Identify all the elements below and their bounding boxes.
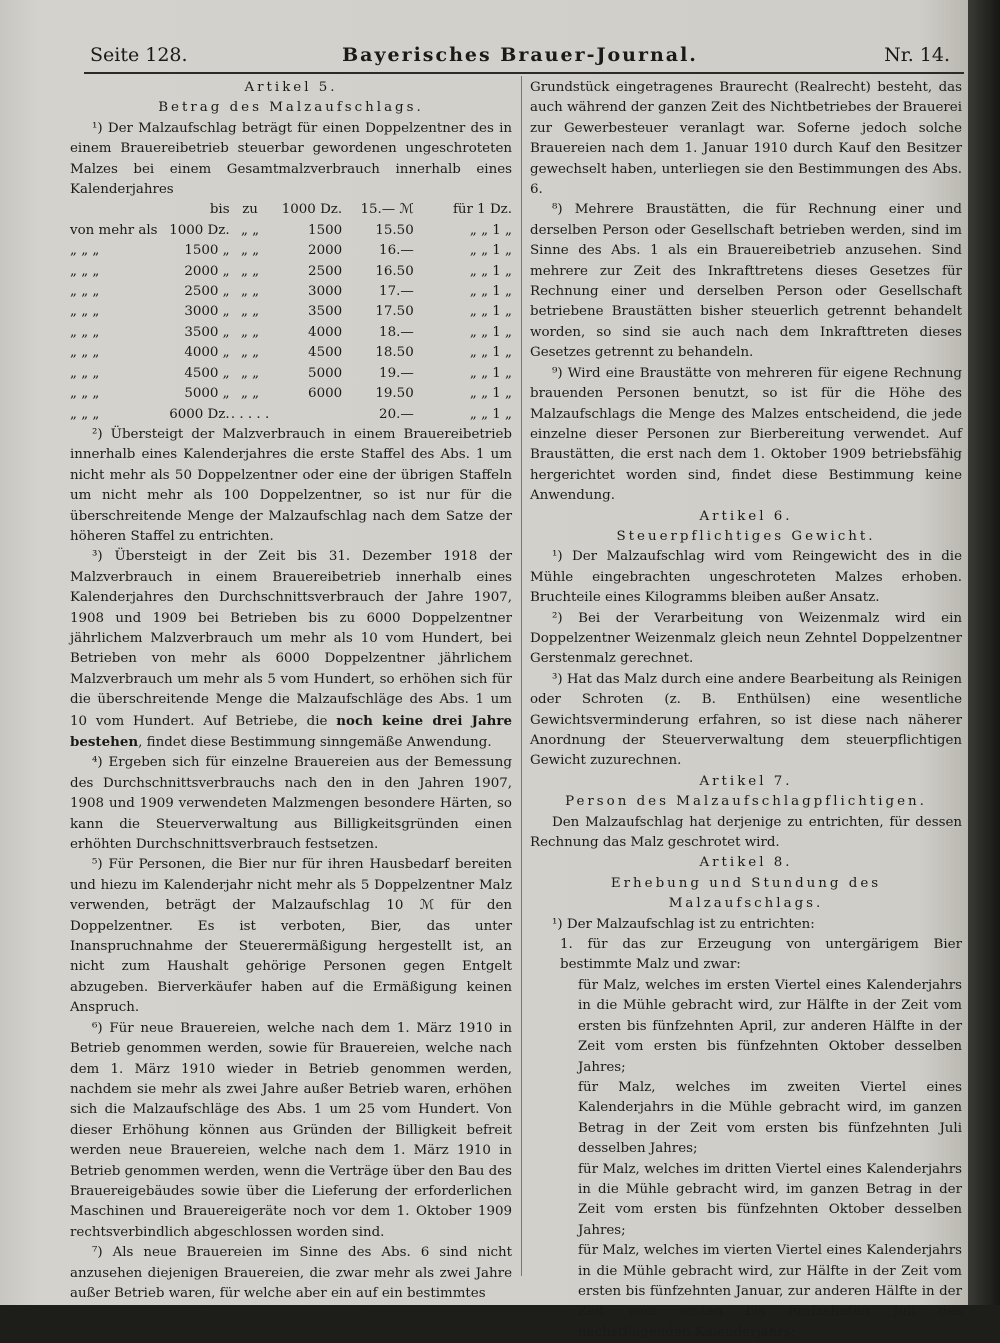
- table-cell: 2500: [308, 263, 343, 279]
- table-cell: 15.50: [375, 222, 414, 238]
- table-cell: „ „: [240, 284, 260, 300]
- table-cell: 4500: [308, 345, 343, 361]
- column-divider: [521, 76, 522, 1276]
- rate-table: [70, 200, 512, 424]
- table-cell: [271, 405, 343, 425]
- page-edge-shadow: [968, 0, 1000, 1305]
- paragraph: ⁹) Wird eine Braustätte von mehreren für eigene Rechnung brauenden Personen benutzt, so ist für die Höhe des Malzaufschlags die Menge des Malzes entscheidend, die jede einzelne dieser Personen zur Bierbereitung verwendet. Auf Braustätten, die erst nach dem 1. Oktober 1909 betriebsfähig hergerichtet worden sind, findet diese Bestimmung keine Anwendung.: [530, 365, 962, 504]
- paragraph: ²) Übersteigt der Malzverbrauch in einem Brauereibetrieb innerhalb eines Kalenderjahres die erste Staffel des Abs. 1 um nicht mehr als 50 Doppelzentner oder eine der übrigen Staffeln um nicht mehr als 100 Doppelzentner, so ist nur für die überschreitende Menge der Malzaufschlag nach dem Satze der höheren Staffel zu entrichten.: [70, 426, 512, 544]
- list-item: 1. für das zur Erzeugung von untergärigem Bier bestimmte Malz und zwar:: [560, 937, 962, 973]
- article-6-heading: Artikel 6.: [699, 508, 793, 524]
- table-cell: 19.50: [375, 386, 414, 402]
- table-cell: 4000 „: [184, 345, 230, 361]
- table-cell: „ „ 1 „: [469, 304, 512, 320]
- table-row: [70, 241, 512, 261]
- article-7-title: Person des Malzaufschlagpflichtigen.: [565, 794, 927, 810]
- table-cell: „ „: [240, 386, 260, 402]
- table-cell: „ „ 1 „: [469, 263, 512, 279]
- table-cell: „ „ 1 „: [469, 386, 512, 402]
- paragraph: ⁷) Als neue Brauereien im Sinne des Abs. 6 sind nicht anzusehen diejenigen Brauereien, die zwar mehr als zwei Jahre außer Betrieb waren, für welche aber ein auf ein bestimmtes: [70, 1245, 512, 1301]
- table-row: [70, 384, 512, 404]
- table-cell: „ „ „: [70, 365, 100, 381]
- table-cell: [70, 200, 164, 220]
- table-cell: 18.50: [375, 345, 414, 361]
- table-cell: 2500 „: [184, 284, 230, 300]
- table-cell: „ „ „: [70, 243, 100, 259]
- table-cell: „ „: [240, 243, 260, 259]
- paragraph: ²) Bei der Verarbeitung von Weizenmalz wird ein Doppelzentner Weizenmalz gleich neun Zehntel Doppelzentner Gerstenmalz gerechnet.: [530, 610, 962, 667]
- table-cell: 5000: [308, 365, 343, 381]
- article-8-title: Erhebung und Stundung des Malzaufschlags.: [610, 875, 882, 912]
- table-cell: 16.—: [379, 243, 414, 259]
- table-cell: für 1 Dz.: [452, 202, 512, 218]
- paragraph: ¹) Der Malzaufschlag beträgt für einen Doppelzentner des in einem Brauereibetrieb steuerbar gewordenen ungeschroteten Malzes bei einem Gesamtmalzverbrauch innerhalb eines Kalenderjahres: [70, 120, 512, 198]
- table-row: [70, 323, 512, 343]
- article-7-heading: Artikel 7.: [699, 773, 793, 789]
- table-cell: von mehr als: [70, 222, 158, 238]
- table-cell: „ „: [240, 263, 260, 279]
- paragraph: ⁸) Mehrere Braustätten, die für Rechnung einer und derselben Person oder Gesellschaft betrieben werden, sind im Sinne des Abs. 1 als ein Brauereibetrieb anzusehen. Sind mehrere zur Zeit des Inkrafttretens dieses Gesetzes für Rechnung einer und derselben Person oder Gesellschaft betriebene Braustätten bisher steuerlich getrennt behandelt worden, so sind sie auch nach dem Inkrafttreten dieses Gesetzes getrennt zu behandeln.: [530, 202, 962, 361]
- table-cell: „ „ „: [70, 345, 100, 361]
- header-rule: [84, 72, 964, 74]
- left-column: [70, 78, 512, 1304]
- table-cell: 4000: [308, 324, 343, 340]
- article-8-heading: Artikel 8.: [699, 855, 793, 871]
- table-cell: 6000 Dz.: [169, 406, 230, 422]
- table-cell: „ „: [240, 345, 260, 361]
- table-cell: „ „ 1 „: [469, 222, 512, 238]
- table-row: [70, 200, 512, 220]
- table-cell: 19.—: [379, 365, 414, 381]
- emphasis: noch keine drei Jahre bestehen: [70, 712, 512, 750]
- paragraph: ³) Hat das Malz durch eine andere Bearbeitung als Reinigen oder Schroten (z. B. Enthülsen) eine wesentliche Gewichtsverminderung erfahren, so ist diese nach näherer Anordnung der Steuerverwaltung dem steuerpflichtigen Gewicht zuzurechnen.: [530, 671, 962, 769]
- table-cell: 6000: [308, 386, 343, 402]
- article-5-title: Betrag des Malzaufschlags.: [158, 100, 424, 116]
- table-cell: „ „: [240, 222, 260, 238]
- table-cell: . . . . .: [230, 406, 270, 422]
- sub-item: für Malz, welches im zweiten Viertel eines Kalenderjahrs in die Mühle gebracht wird, im ganzen Betrag in der Zeit vom ersten bis fünfzehnten Juli desselben Jahres;: [578, 1079, 962, 1157]
- table-cell: 1500: [308, 222, 343, 238]
- page-number: Seite 128.: [90, 44, 188, 66]
- table-cell: „ „: [240, 304, 260, 320]
- table-cell: 3000 „: [184, 304, 230, 320]
- table-row: [70, 262, 512, 282]
- table-cell: „ „ 1 „: [469, 284, 512, 300]
- table-cell: „ „ „: [70, 284, 100, 300]
- table-cell: 3500 „: [184, 324, 230, 340]
- table-cell: „ „ 1 „: [469, 406, 512, 422]
- sub-item: für Malz, welches im ersten Viertel eines Kalenderjahrs in die Mühle gebracht wird, zur Hälfte in der Zeit vom ersten bis fünfzehnten April, zur anderen Hälfte in der Zeit vom ersten bis fünfzehnten Oktober desselben Jahres;: [578, 977, 962, 1075]
- issue-number: Nr. 14.: [884, 44, 950, 66]
- table-cell: 4500 „: [184, 365, 230, 381]
- table-cell: „ „ 1 „: [469, 243, 512, 259]
- right-column: [530, 78, 962, 1343]
- table-row: [70, 302, 512, 322]
- sub-item: für Malz, welches im vierten Viertel eines Kalenderjahrs in die Mühle gebracht wird, zur Hälfte in der Zeit vom ersten bis fünfzehnten Januar, zur anderen Hälfte in der Zeit vom ersten bis fünfzehnten Juli des nächstfolgenden Kalenderjahrs;: [578, 1243, 962, 1340]
- table-cell: „ „ „: [70, 406, 100, 422]
- paragraph: ¹) Der Malzaufschlag wird vom Reingewicht des in die Mühle eingebrachten ungeschroteten Malzes erhoben. Bruchteile eines Kilogramms bleiben außer Ansatz.: [530, 549, 962, 606]
- table-cell: zu: [242, 202, 258, 218]
- table-cell: bis: [209, 202, 230, 218]
- table-cell: 2000: [308, 243, 343, 259]
- table-cell: 3000: [308, 284, 343, 300]
- table-cell: 16.50: [375, 263, 414, 279]
- sub-item: für Malz, welches im dritten Viertel eines Kalenderjahrs in die Mühle gebracht wird, im ganzen Betrag in der Zeit vom ersten bis fünfzehnten Oktober desselben Jahres;: [578, 1161, 962, 1238]
- paragraph: ⁵) Für Personen, die Bier nur für ihren Hausbedarf bereiten und hiezu im Kalenderjahr nicht mehr als 5 Doppelzentner Malz verwenden, beträgt der Malzaufschlag 10 ℳ für den Doppelzentner. Es ist verboten, Bier, das unter Inanspruchnahme der Steuerermäßigung hergestellt ist, an nicht zum Haushalt gehörige Personen gegen Entgelt abzugeben. Bierverkäufer haben auf die Ermäßigung keinen Anspruch.: [70, 857, 512, 1016]
- table-cell: „ „ „: [70, 304, 100, 320]
- paragraph: Den Malzaufschlag hat derjenige zu entrichten, für dessen Rechnung das Malz geschrotet wird.: [530, 814, 962, 851]
- table-cell: „ „: [240, 324, 260, 340]
- table-cell: „ „ 1 „: [469, 345, 512, 361]
- article-5-heading: Artikel 5.: [244, 80, 338, 95]
- table-cell: 15.— ℳ: [360, 202, 414, 218]
- table-cell: 1000 Dz.: [281, 202, 343, 218]
- table-row: [70, 343, 512, 363]
- table-row: [70, 221, 512, 241]
- table-cell: „ „ „: [70, 263, 100, 279]
- table-cell: 3500: [308, 304, 343, 320]
- table-cell: „ „ 1 „: [469, 365, 512, 381]
- table-row: [70, 405, 512, 425]
- paragraph: ⁴) Ergeben sich für einzelne Brauereien aus der Bemessung des Durchschnittsverbrauchs nach den in den Jahren 1907, 1908 und 1909 verwendeten Malzmengen besondere Härten, so kann die Steuerverwaltung aus Billigkeitsgründen einen erhöhten Durchschnittsverbrauch festsetzen.: [70, 755, 512, 853]
- table-cell: „ „: [240, 365, 260, 381]
- table-cell: 1000 Dz.: [169, 222, 230, 238]
- page-header: [90, 44, 950, 74]
- table-cell: 20.—: [379, 406, 414, 422]
- table-cell: „ „ „: [70, 324, 100, 340]
- table-cell: 5000 „: [184, 386, 230, 402]
- paragraph: ³) Übersteigt in der Zeit bis 31. Dezember 1918 der Malzverbrauch in einem Brauereibetrieb innerhalb eines Kalenderjahres den Durchschnittsverbrauch der Jahre 1907, 1908 und 1909 bei Betrieben bis zu 6000 Doppelzentner jährlichem Malzverbrauch um mehr als 10 vom Hundert, bei Betrieben von mehr als 6000 Doppelzentner jährlichem Malzverbrauch um mehr als 5 vom Hundert, so erhöhen sich für die überschreitende Menge die Malzaufschläge des Abs. 1 um 10 vom Hundert. Auf Betriebe, die noch keine drei Jahre bestehen, findet diese Bestimmung sinngemäße Anwendung.: [70, 549, 512, 750]
- journal-title: Bayerisches Brauer-Journal.: [342, 44, 698, 66]
- table-cell: 17.—: [379, 284, 414, 300]
- table-row: [70, 282, 512, 302]
- table-cell: „ „ 1 „: [469, 324, 512, 340]
- table-row: [70, 364, 512, 384]
- paragraph: Grundstück eingetragenes Braurecht (Realrecht) besteht, das auch während der ganzen Zeit des Nichtbetriebes der Brauerei zur Gewerbesteuer veranlagt war. Soferne jedoch solche Brauereien nach dem 1. Januar 1910 durch Kauf den Besitzer gewechselt haben, unterliegen sie den Bestimmungen des Abs. 6.: [530, 80, 962, 198]
- paragraph: ¹) Der Malzaufschlag ist zu entrichten:: [552, 916, 815, 932]
- article-6-title: Steuerpflichtiges Gewicht.: [616, 528, 876, 544]
- table-cell: 2000 „: [184, 263, 230, 279]
- table-cell: 18.—: [379, 324, 414, 340]
- table-cell: 1500 „: [184, 243, 230, 259]
- table-cell: 17.50: [375, 304, 414, 320]
- paragraph: ⁶) Für neue Brauereien, welche nach dem 1. März 1910 in Betrieb genommen werden, sowie für Brauereien, welche nach dem 1. März 1910 wieder in Betrieb genommen werden, nachdem sie mehr als zwei Jahre außer Betrieb waren, erhöhen sich die Malzaufschläge des Abs. 1 um 25 vom Hundert. Von dieser Erhöhung können aus Gründen der Billigkeit befreit werden neue Brauereien, welche nach dem 1. März 1910 in Betrieb genommen werden, wenn die Verträge über den Bau des Brauereigebäudes sowie über die Lieferung der erforderlichen Maschinen und Brauereigeräte noch vor dem 1. Oktober 1909 rechtsverbindlich abgeschlossen worden sind.: [70, 1020, 512, 1240]
- table-cell: „ „ „: [70, 386, 100, 402]
